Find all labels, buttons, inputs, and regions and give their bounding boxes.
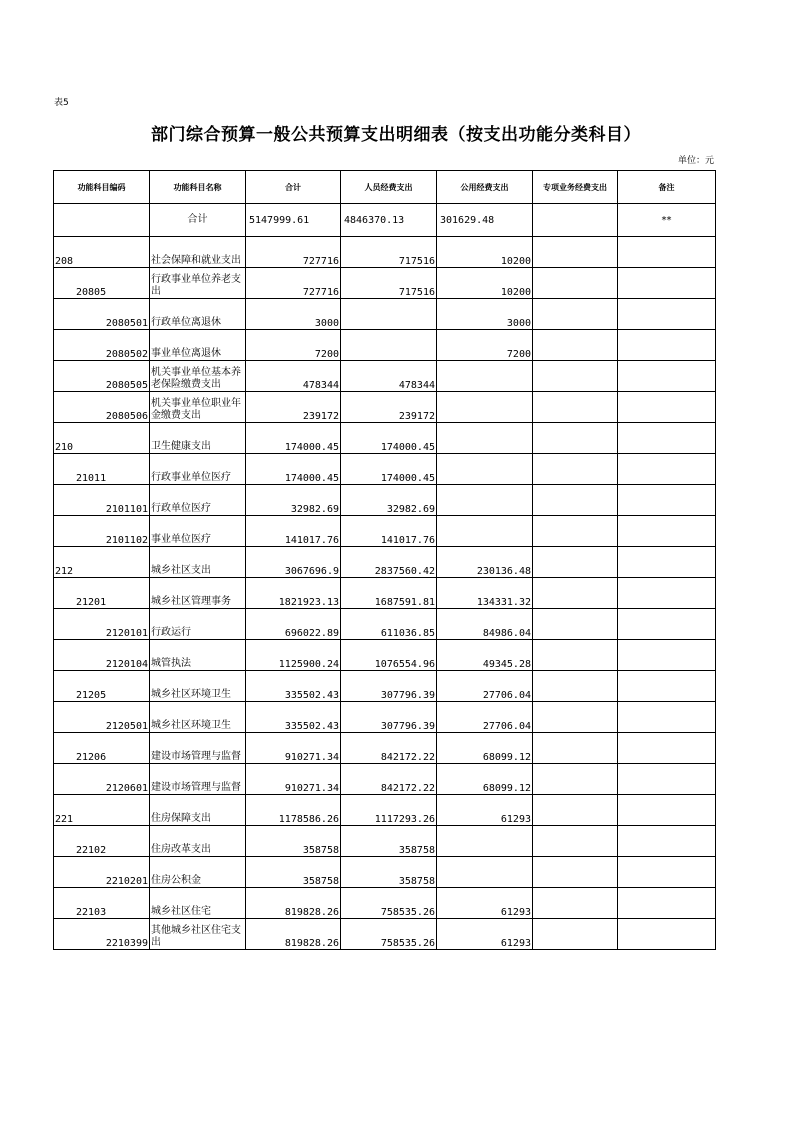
remark-cell [618, 671, 716, 702]
name-cell: 住房保障支出 [150, 795, 246, 826]
special-cell [533, 857, 618, 888]
table-row [54, 299, 716, 330]
name-cell: 城乡社区管理事务 [150, 578, 246, 609]
total-cell: 141017.76 [246, 516, 341, 547]
remark-cell [618, 547, 716, 578]
special-cell [533, 919, 618, 950]
table-row [54, 268, 716, 299]
total-special-cell [533, 204, 618, 237]
table-row [54, 516, 716, 547]
code-cell: 212 [54, 547, 150, 578]
total-cell: 696022.89 [246, 609, 341, 640]
name-cell: 城乡社区住宅 [150, 888, 246, 919]
personnel-cell: 307796.39 [341, 671, 437, 702]
personnel-cell: 358758 [341, 826, 437, 857]
public-cell [437, 516, 533, 547]
total-cell: 32982.69 [246, 485, 341, 516]
total-cell: 174000.45 [246, 454, 341, 485]
table-row [54, 826, 716, 857]
header-function-code: 功能科目编码 [54, 171, 150, 204]
personnel-cell: 1687591.81 [341, 578, 437, 609]
personnel-cell: 717516 [341, 237, 437, 268]
table-row [54, 888, 716, 919]
remark-cell [618, 392, 716, 423]
special-cell [533, 237, 618, 268]
personnel-cell [341, 330, 437, 361]
code-cell: 22103 [54, 888, 150, 919]
name-cell: 住房公积金 [150, 857, 246, 888]
public-cell [437, 485, 533, 516]
total-name-cell: 合计 [150, 204, 246, 237]
total-remark-cell: ** [618, 204, 716, 237]
name-cell: 城乡社区环境卫生 [150, 702, 246, 733]
remark-cell [618, 764, 716, 795]
total-total-cell: 5147999.61 [246, 204, 341, 237]
code-cell: 2210201 [54, 857, 150, 888]
code-cell: 2120601 [54, 764, 150, 795]
name-cell: 行政单位医疗 [150, 485, 246, 516]
personnel-cell: 717516 [341, 268, 437, 299]
personnel-cell: 307796.39 [341, 702, 437, 733]
code-cell: 221 [54, 795, 150, 826]
table-row [54, 485, 716, 516]
table-row [54, 764, 716, 795]
remark-cell [618, 888, 716, 919]
special-cell [533, 423, 618, 454]
personnel-cell: 174000.45 [341, 454, 437, 485]
total-cell: 1125900.24 [246, 640, 341, 671]
unit-label: 单位：元 [677, 156, 714, 166]
total-cell: 239172 [246, 392, 341, 423]
table-row [54, 733, 716, 764]
code-cell: 22102 [54, 826, 150, 857]
code-cell: 2120101 [54, 609, 150, 640]
remark-cell [618, 640, 716, 671]
personnel-cell: 1117293.26 [341, 795, 437, 826]
name-cell: 行政事业单位医疗 [150, 454, 246, 485]
header-public: 公用经费支出 [437, 171, 533, 204]
code-cell: 21206 [54, 733, 150, 764]
remark-cell [618, 299, 716, 330]
name-cell: 行政运行 [150, 609, 246, 640]
code-cell: 2101102 [54, 516, 150, 547]
code-cell: 2101101 [54, 485, 150, 516]
public-cell: 27706.04 [437, 671, 533, 702]
table-row [54, 578, 716, 609]
remark-cell [618, 826, 716, 857]
total-cell: 819828.26 [246, 919, 341, 950]
total-cell: 910271.34 [246, 764, 341, 795]
remark-cell [618, 516, 716, 547]
name-cell: 事业单位医疗 [150, 516, 246, 547]
code-cell: 210 [54, 423, 150, 454]
table-row [54, 423, 716, 454]
special-cell [533, 578, 618, 609]
page-title: 部门综合预算一般公共预算支出明细表（按支出功能分类科目） [151, 125, 641, 145]
name-cell: 城乡社区支出 [150, 547, 246, 578]
total-cell: 1821923.13 [246, 578, 341, 609]
public-cell [437, 392, 533, 423]
table-row [54, 392, 716, 423]
name-cell: 社会保障和就业支出 [150, 237, 246, 268]
personnel-cell: 358758 [341, 857, 437, 888]
public-cell: 3000 [437, 299, 533, 330]
special-cell [533, 454, 618, 485]
remark-cell [618, 609, 716, 640]
special-cell [533, 330, 618, 361]
special-cell [533, 547, 618, 578]
special-cell [533, 268, 618, 299]
name-cell: 住房改革支出 [150, 826, 246, 857]
public-cell [437, 454, 533, 485]
remark-cell [618, 485, 716, 516]
special-cell [533, 485, 618, 516]
public-cell [437, 361, 533, 392]
total-cell: 7200 [246, 330, 341, 361]
personnel-cell: 842172.22 [341, 733, 437, 764]
public-cell: 68099.12 [437, 764, 533, 795]
table-row [54, 919, 716, 950]
personnel-cell: 611036.85 [341, 609, 437, 640]
total-personnel-cell: 4846370.13 [341, 204, 437, 237]
table-row [54, 702, 716, 733]
personnel-cell [341, 299, 437, 330]
public-cell: 84986.04 [437, 609, 533, 640]
table-row [54, 640, 716, 671]
total-cell: 3000 [246, 299, 341, 330]
table-row [54, 454, 716, 485]
code-cell: 2080506 [54, 392, 150, 423]
public-cell [437, 857, 533, 888]
remark-cell [618, 578, 716, 609]
special-cell [533, 299, 618, 330]
header-remark: 备注 [618, 171, 716, 204]
header-special: 专项业务经费支出 [533, 171, 618, 204]
personnel-cell: 1076554.96 [341, 640, 437, 671]
public-cell: 7200 [437, 330, 533, 361]
code-cell: 2210399 [54, 919, 150, 950]
total-public-cell: 301629.48 [437, 204, 533, 237]
total-cell: 335502.43 [246, 671, 341, 702]
table-row [54, 237, 716, 268]
total-code-cell [54, 204, 150, 237]
total-cell: 358758 [246, 826, 341, 857]
special-cell [533, 795, 618, 826]
public-cell: 10200 [437, 237, 533, 268]
total-cell: 335502.43 [246, 702, 341, 733]
public-cell: 61293 [437, 795, 533, 826]
special-cell [533, 888, 618, 919]
code-cell: 21201 [54, 578, 150, 609]
special-cell [533, 516, 618, 547]
name-cell: 建设市场管理与监督 [150, 764, 246, 795]
name-cell: 事业单位离退休 [150, 330, 246, 361]
code-cell: 21205 [54, 671, 150, 702]
total-row [54, 204, 716, 237]
code-cell: 2080501 [54, 299, 150, 330]
personnel-cell: 141017.76 [341, 516, 437, 547]
personnel-cell: 758535.26 [341, 919, 437, 950]
special-cell [533, 733, 618, 764]
special-cell [533, 609, 618, 640]
remark-cell [618, 919, 716, 950]
special-cell [533, 392, 618, 423]
total-cell: 174000.45 [246, 423, 341, 454]
public-cell: 27706.04 [437, 702, 533, 733]
total-cell: 478344 [246, 361, 341, 392]
table-row [54, 609, 716, 640]
remark-cell [618, 733, 716, 764]
table-row [54, 361, 716, 392]
public-cell: 61293 [437, 888, 533, 919]
total-cell: 358758 [246, 857, 341, 888]
public-cell: 134331.32 [437, 578, 533, 609]
page-label: 表5 [54, 98, 69, 108]
personnel-cell: 478344 [341, 361, 437, 392]
header-personnel: 人员经费支出 [341, 171, 437, 204]
table-row [54, 795, 716, 826]
table-row [54, 547, 716, 578]
total-cell: 727716 [246, 237, 341, 268]
personnel-cell: 174000.45 [341, 423, 437, 454]
code-cell: 2120104 [54, 640, 150, 671]
public-cell [437, 826, 533, 857]
special-cell [533, 702, 618, 733]
header-row [54, 171, 716, 204]
name-cell: 卫生健康支出 [150, 423, 246, 454]
remark-cell [618, 361, 716, 392]
code-cell: 2080502 [54, 330, 150, 361]
name-cell: 建设市场管理与监督 [150, 733, 246, 764]
name-cell: 机关事业单位职业年金缴费支出 [150, 392, 246, 423]
code-cell: 21011 [54, 454, 150, 485]
total-cell: 727716 [246, 268, 341, 299]
header-function-name: 功能科目名称 [150, 171, 246, 204]
remark-cell [618, 454, 716, 485]
table-row [54, 671, 716, 702]
name-cell: 机关事业单位基本养老保险缴费支出 [150, 361, 246, 392]
code-cell: 2080505 [54, 361, 150, 392]
name-cell: 城管执法 [150, 640, 246, 671]
personnel-cell: 239172 [341, 392, 437, 423]
total-cell: 3067696.9 [246, 547, 341, 578]
remark-cell [618, 237, 716, 268]
special-cell [533, 826, 618, 857]
table-row [54, 330, 716, 361]
remark-cell [618, 330, 716, 361]
remark-cell [618, 795, 716, 826]
personnel-cell: 758535.26 [341, 888, 437, 919]
public-cell: 230136.48 [437, 547, 533, 578]
personnel-cell: 842172.22 [341, 764, 437, 795]
table-row [54, 857, 716, 888]
personnel-cell: 32982.69 [341, 485, 437, 516]
name-cell: 其他城乡社区住宅支出 [150, 919, 246, 950]
public-cell: 61293 [437, 919, 533, 950]
total-cell: 1178586.26 [246, 795, 341, 826]
public-cell: 10200 [437, 268, 533, 299]
name-cell: 行政单位离退休 [150, 299, 246, 330]
public-cell: 49345.28 [437, 640, 533, 671]
name-cell: 行政事业单位养老支出 [150, 268, 246, 299]
special-cell [533, 764, 618, 795]
special-cell [533, 640, 618, 671]
personnel-cell: 2837560.42 [341, 547, 437, 578]
name-cell: 城乡社区环境卫生 [150, 671, 246, 702]
header-total: 合计 [246, 171, 341, 204]
special-cell [533, 671, 618, 702]
public-cell [437, 423, 533, 454]
special-cell [533, 361, 618, 392]
remark-cell [618, 702, 716, 733]
code-cell: 208 [54, 237, 150, 268]
remark-cell [618, 857, 716, 888]
code-cell: 2120501 [54, 702, 150, 733]
total-cell: 819828.26 [246, 888, 341, 919]
total-cell: 910271.34 [246, 733, 341, 764]
expenditure-table [53, 170, 716, 950]
remark-cell [618, 268, 716, 299]
code-cell: 20805 [54, 268, 150, 299]
public-cell: 68099.12 [437, 733, 533, 764]
remark-cell [618, 423, 716, 454]
